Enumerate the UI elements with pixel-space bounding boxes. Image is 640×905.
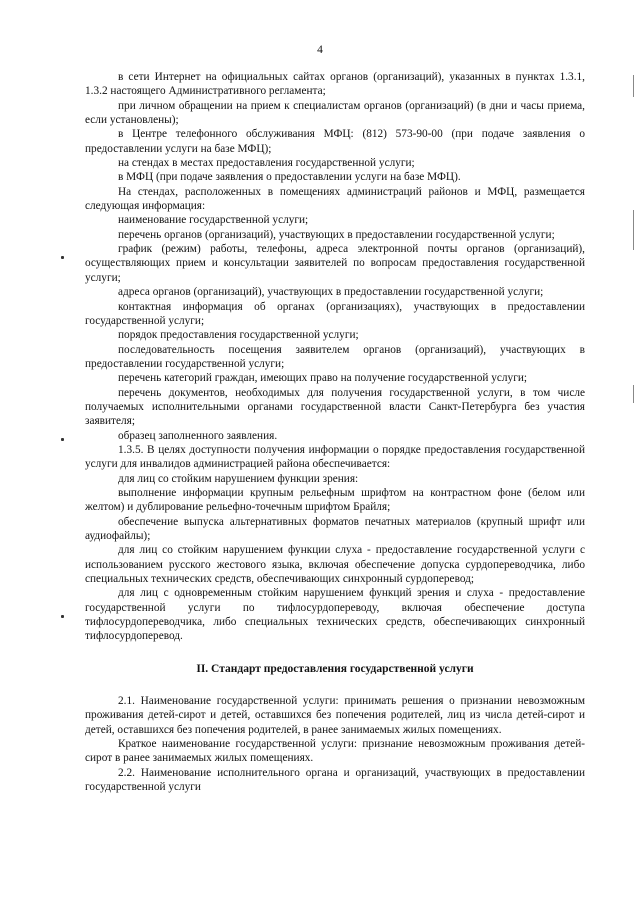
paragraph: для лиц со стойким нарушением функции зрения:	[118, 472, 359, 485]
scan-speck	[61, 615, 64, 618]
paragraph: перечень категорий граждан, имеющих право на получение государственной услуги;	[118, 372, 528, 385]
scan-edge-mark	[633, 385, 634, 403]
scan-edge-mark	[633, 210, 634, 250]
paragraph: выполнение информации крупным рельефным шрифтом на контрастном фоне (белом или желтом) и дублирование рельефно-точечным шрифтом Брайля;	[85, 486, 585, 514]
scan-edge-mark	[633, 75, 634, 97]
paragraph: для лиц с одновременным стойким нарушением функций зрения и слуха - предоставление государственной услуги по тифлосурдопереводу, включая обеспечение доступа тифлосурдопереводчика, либо специальных технических средств, обеспечивающих синхронный тифлосурдоперевод.	[85, 587, 585, 643]
paragraph: На стендах, расположенных в помещениях администраций районов и МФЦ, размещается следующая информация:	[85, 185, 585, 213]
paragraph: 2.2. Наименование исполнительного органа и организаций, участвующих в предоставлении государственной услуги	[85, 766, 585, 794]
section-info-channels	[85, 70, 585, 644]
paragraph: наименование государственной услуги;	[118, 214, 309, 227]
paragraph: график (режим) работы, телефоны, адреса электронной почты органов (организаций), осуществляющих прием и консультации заявителей по вопросам предоставления государственной услуги;	[85, 243, 585, 284]
paragraph: в Центре телефонного обслуживания МФЦ: (812) 573-90-00 (при подаче заявления о предоставлении услуги на базе МФЦ);	[85, 128, 585, 155]
paragraph: адреса органов (организаций), участвующих в предоставлении государственной услуги;	[118, 286, 544, 299]
paragraph: при личном обращении на прием к специалистам органов (организаций) (в дни и часы приема, если установлены);	[85, 99, 585, 127]
paragraph: обеспечение выпуска альтернативных форматов печатных материалов (крупный шрифт или аудиофайлы);	[85, 515, 585, 542]
paragraph: для лиц со стойким нарушением функции слуха - предоставление государственной услуги с использованием русского жестового языка, включая обеспечение допуска сурдопереводчика, либо специальных технических средств, обеспечивающих синхронный сурдоперевод;	[85, 544, 585, 586]
document-body	[85, 70, 585, 795]
section-standard	[85, 694, 585, 794]
scan-speck	[61, 438, 64, 441]
section-heading: II. Стандарт предоставления государственной услуги	[196, 662, 474, 675]
paragraph: Краткое наименование государственной услуги: признание невозможным проживания детей-сирот в ранее занимаемых жилых помещениях.	[85, 738, 585, 765]
paragraph: в МФЦ (при подаче заявления о предоставлении услуги на базе МФЦ).	[118, 171, 461, 184]
paragraph: последовательность посещения заявителем органов (организаций), участвующих в предоставлении государственной услуги;	[85, 343, 585, 370]
paragraph: 1.3.5. В целях доступности получения информации о порядке предоставления государственной услуги для инвалидов администрацией района обеспечивается:	[85, 443, 585, 471]
paragraph: перечень документов, необходимых для получения государственной услуги, в том числе получаемых исполнительными органами государственной власти Санкт-Петербурга без участия заявителя;	[85, 386, 585, 428]
paragraph: перечень органов (организаций), участвующих в предоставлении государственной услуги;	[118, 228, 555, 241]
page-number: 4	[317, 44, 323, 56]
paragraph: порядок предоставления государственной услуги;	[118, 329, 359, 342]
paragraph: 2.1. Наименование государственной услуги: принимать решения о признании невозможным проживания детей-сирот и детей, оставшихся без попечения родителей, лиц из числа детей-сирот и детей, оставшихся без попечения родителей, в ранее занимаемых жилых помещениях.	[85, 695, 585, 736]
paragraph: в сети Интернет на официальных сайтах органов (организаций), указанных в пунктах 1.3.1, 1.3.2 настоящего Административного регламента;	[85, 71, 585, 98]
paragraph: образец заполненного заявления.	[118, 429, 278, 442]
paragraph: контактная информация об органах (организациях), участвующих в предоставлении государственной услуги;	[85, 300, 585, 327]
scan-speck	[61, 256, 64, 259]
paragraph: на стендах в местах предоставления государственной услуги;	[118, 157, 415, 170]
